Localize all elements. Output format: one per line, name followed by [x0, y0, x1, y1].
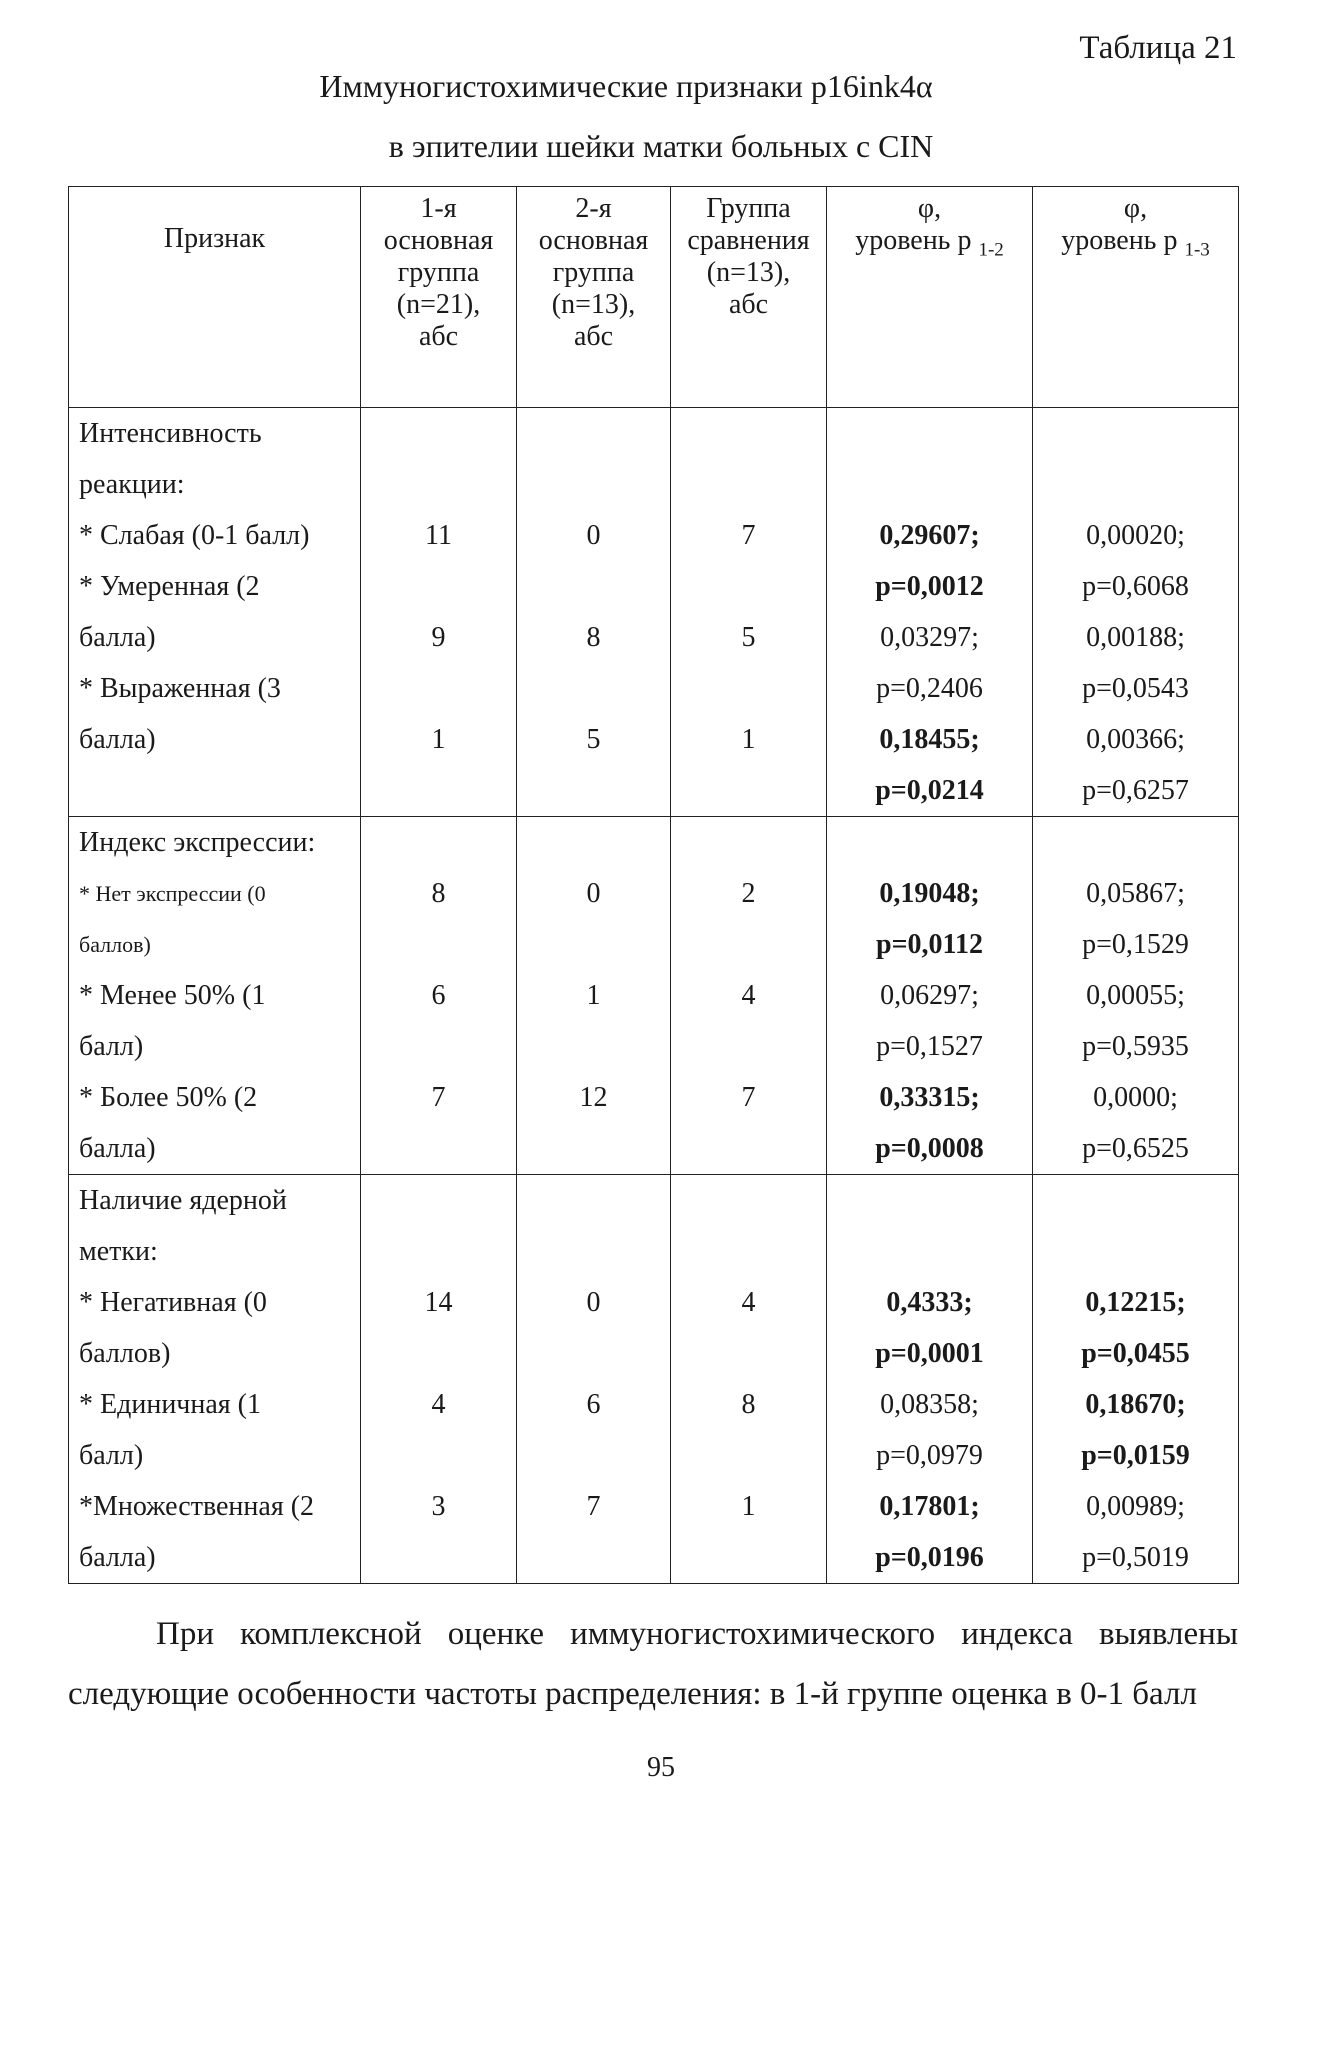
cell-comparison: 7: [671, 510, 827, 561]
row-label: * Выраженная (3: [69, 663, 361, 714]
row-label: Индекс экспрессии:: [69, 817, 361, 869]
row-label: реакции:: [69, 459, 361, 510]
table-row: [69, 1123, 1239, 1175]
row-label: балла): [69, 612, 361, 663]
row-label: метки:: [69, 1226, 361, 1277]
cell-phi-p12: p=0,0012: [827, 561, 1033, 612]
cell-group1: [361, 1430, 517, 1481]
row-label: * Единичная (1: [69, 1379, 361, 1430]
cell-group2: 0: [517, 868, 671, 919]
header-row: [69, 187, 1239, 408]
cell-phi-p12: p=0,0001: [827, 1328, 1033, 1379]
table-row: [69, 1175, 1239, 1227]
page-number: 95: [647, 1752, 675, 1783]
cell-comparison: [671, 919, 827, 970]
row-label: * Нет экспрессии (0: [69, 868, 361, 919]
cell-phi-p13: 0,0000;: [1033, 1072, 1239, 1123]
cell-phi-p13: [1033, 1226, 1239, 1277]
row-label: балл): [69, 1430, 361, 1481]
cell-group2: [517, 1226, 671, 1277]
cell-comparison: 5: [671, 612, 827, 663]
cell-group2: 8: [517, 612, 671, 663]
row-label: баллов): [69, 919, 361, 970]
cell-comparison: [671, 765, 827, 817]
cell-group2: [517, 663, 671, 714]
cell-group1: [361, 1021, 517, 1072]
cell-comparison: 1: [671, 714, 827, 765]
cell-phi-p12: [827, 1175, 1033, 1227]
cell-group2: 6: [517, 1379, 671, 1430]
cell-phi-p12: [827, 817, 1033, 869]
row-label: Наличие ядерной: [69, 1175, 361, 1227]
cell-phi-p13: p=0,1529: [1033, 919, 1239, 970]
cell-phi-p13: 0,12215;: [1033, 1277, 1239, 1328]
table-row: [69, 459, 1239, 510]
cell-group2: [517, 459, 671, 510]
header-group1: 1-я основная группа (n=21), абс: [361, 187, 517, 408]
cell-phi-p12: p=0,0979: [827, 1430, 1033, 1481]
row-label: Интенсивность: [69, 408, 361, 460]
cell-comparison: [671, 1226, 827, 1277]
cell-comparison: 7: [671, 1072, 827, 1123]
cell-phi-p13: p=0,0543: [1033, 663, 1239, 714]
cell-phi-p13: 0,00020;: [1033, 510, 1239, 561]
cell-comparison: [671, 561, 827, 612]
cell-phi-p13: [1033, 459, 1239, 510]
cell-phi-p12: 0,4333;: [827, 1277, 1033, 1328]
cell-group1: 1: [361, 714, 517, 765]
table-row: [69, 817, 1239, 869]
table-row: [69, 714, 1239, 765]
cell-phi-p13: [1033, 817, 1239, 869]
cell-phi-p12: p=0,1527: [827, 1021, 1033, 1072]
cell-phi-p13: p=0,5019: [1033, 1532, 1239, 1584]
cell-phi-p13: 0,00188;: [1033, 612, 1239, 663]
cell-group2: 0: [517, 510, 671, 561]
table-row: [69, 663, 1239, 714]
cell-group2: [517, 1021, 671, 1072]
row-label: балл): [69, 1021, 361, 1072]
table-row: [69, 408, 1239, 460]
cell-group1: [361, 408, 517, 460]
cell-phi-p13: 0,00366;: [1033, 714, 1239, 765]
cell-phi-p12: p=0,0196: [827, 1532, 1033, 1584]
cell-comparison: [671, 817, 827, 869]
cell-comparison: 8: [671, 1379, 827, 1430]
cell-comparison: [671, 1021, 827, 1072]
cell-phi-p12: p=0,2406: [827, 663, 1033, 714]
body-paragraph: При комплексной оценке иммуногистохимического индекса выявлены следующие особенности частоты распределения: в 1-й группе оценка в 0-1 балл: [68, 1616, 1238, 1712]
cell-group1: [361, 817, 517, 869]
table-row: [69, 1277, 1239, 1328]
cell-phi-p12: 0,06297;: [827, 970, 1033, 1021]
row-label: * Умеренная (2: [69, 561, 361, 612]
cell-phi-p13: 0,05867;: [1033, 868, 1239, 919]
row-label: * Более 50% (2: [69, 1072, 361, 1123]
cell-group1: [361, 1532, 517, 1584]
header-phi-p12: φ, уровень р $_{1-2}$: [827, 187, 1033, 408]
cell-phi-p13: p=0,5935: [1033, 1021, 1239, 1072]
cell-group1: 11: [361, 510, 517, 561]
cell-group1: [361, 765, 517, 817]
cell-group1: [361, 459, 517, 510]
table-row: [69, 1072, 1239, 1123]
cell-comparison: 4: [671, 970, 827, 1021]
cell-group1: 7: [361, 1072, 517, 1123]
table-title-line2: в эпителии шейки матки больных с CIN: [388, 128, 934, 164]
cell-group2: [517, 1532, 671, 1584]
cell-group1: 14: [361, 1277, 517, 1328]
cell-phi-p12: 0,33315;: [827, 1072, 1033, 1123]
table-row: [69, 1532, 1239, 1584]
row-label: балла): [69, 1123, 361, 1175]
cell-comparison: [671, 663, 827, 714]
cell-group1: 3: [361, 1481, 517, 1532]
cell-phi-p13: p=0,6525: [1033, 1123, 1239, 1175]
cell-phi-p12: 0,08358;: [827, 1379, 1033, 1430]
cell-comparison: [671, 1123, 827, 1175]
row-label: *Множественная (2: [69, 1481, 361, 1532]
cell-comparison: [671, 1430, 827, 1481]
table-row: [69, 919, 1239, 970]
table-row: [69, 1481, 1239, 1532]
cell-group1: [361, 1175, 517, 1227]
cell-group2: 7: [517, 1481, 671, 1532]
cell-phi-p12: 0,19048;: [827, 868, 1033, 919]
row-label: баллов): [69, 1328, 361, 1379]
data-table: [68, 186, 1239, 1584]
cell-phi-p13: p=0,0455: [1033, 1328, 1239, 1379]
cell-phi-p12: p=0,0214: [827, 765, 1033, 817]
cell-phi-p12: [827, 1226, 1033, 1277]
cell-group2: 12: [517, 1072, 671, 1123]
cell-comparison: 4: [671, 1277, 827, 1328]
cell-phi-p12: 0,18455;: [827, 714, 1033, 765]
cell-group1: [361, 1123, 517, 1175]
cell-group1: 6: [361, 970, 517, 1021]
cell-group1: [361, 1226, 517, 1277]
cell-group2: [517, 1430, 671, 1481]
table-row: [69, 1021, 1239, 1072]
table-row: [69, 1379, 1239, 1430]
cell-group2: [517, 561, 671, 612]
cell-group1: [361, 663, 517, 714]
cell-phi-p12: [827, 408, 1033, 460]
cell-comparison: 2: [671, 868, 827, 919]
cell-phi-p13: [1033, 1175, 1239, 1227]
table-title-line1: Иммуногистохимические признаки p16ink4α: [319, 68, 933, 104]
cell-group2: [517, 919, 671, 970]
cell-group1: [361, 1328, 517, 1379]
cell-group2: [517, 1123, 671, 1175]
cell-comparison: [671, 459, 827, 510]
row-label: балла): [69, 1532, 361, 1584]
cell-phi-p12: [827, 459, 1033, 510]
cell-comparison: 1: [671, 1481, 827, 1532]
table-row: [69, 1430, 1239, 1481]
cell-group2: 0: [517, 1277, 671, 1328]
cell-phi-p13: p=0,6068: [1033, 561, 1239, 612]
cell-comparison: [671, 1328, 827, 1379]
cell-group1: 8: [361, 868, 517, 919]
table-number: Таблица 21: [1079, 30, 1237, 66]
header-feature: Признак: [69, 187, 361, 408]
table-row: [69, 1226, 1239, 1277]
cell-phi-p13: 0,00989;: [1033, 1481, 1239, 1532]
table-row: [69, 510, 1239, 561]
header-phi-p13: φ, уровень р $_{1-3}$: [1033, 187, 1239, 408]
cell-group2: [517, 817, 671, 869]
table-row: [69, 612, 1239, 663]
table-row: [69, 868, 1239, 919]
cell-phi-p12: p=0,0112: [827, 919, 1033, 970]
cell-group1: 9: [361, 612, 517, 663]
cell-group2: [517, 408, 671, 460]
cell-comparison: [671, 408, 827, 460]
cell-phi-p12: p=0,0008: [827, 1123, 1033, 1175]
cell-group2: [517, 1328, 671, 1379]
cell-phi-p13: 0,00055;: [1033, 970, 1239, 1021]
cell-group2: [517, 1175, 671, 1227]
header-comparison-group: Группа сравнения (n=13), абс: [671, 187, 827, 408]
table-row: [69, 970, 1239, 1021]
row-label: балла): [69, 714, 361, 765]
row-label: * Негативная (0: [69, 1277, 361, 1328]
table-row: [69, 1328, 1239, 1379]
header-group2: 2-я основная группа (n=13), абс: [517, 187, 671, 408]
cell-group2: 1: [517, 970, 671, 1021]
cell-group2: [517, 765, 671, 817]
cell-comparison: [671, 1175, 827, 1227]
cell-phi-p13: [1033, 408, 1239, 460]
cell-phi-p12: 0,29607;: [827, 510, 1033, 561]
row-label: [69, 765, 361, 817]
cell-phi-p12: 0,17801;: [827, 1481, 1033, 1532]
cell-group1: [361, 919, 517, 970]
row-label: * Слабая (0-1 балл): [69, 510, 361, 561]
cell-group2: 5: [517, 714, 671, 765]
cell-phi-p13: p=0,0159: [1033, 1430, 1239, 1481]
cell-phi-p12: 0,03297;: [827, 612, 1033, 663]
cell-comparison: [671, 1532, 827, 1584]
table-row: [69, 561, 1239, 612]
cell-group1: 4: [361, 1379, 517, 1430]
cell-phi-p13: p=0,6257: [1033, 765, 1239, 817]
row-label: * Менее 50% (1: [69, 970, 361, 1021]
cell-phi-p13: 0,18670;: [1033, 1379, 1239, 1430]
cell-group1: [361, 561, 517, 612]
table-row: [69, 765, 1239, 817]
